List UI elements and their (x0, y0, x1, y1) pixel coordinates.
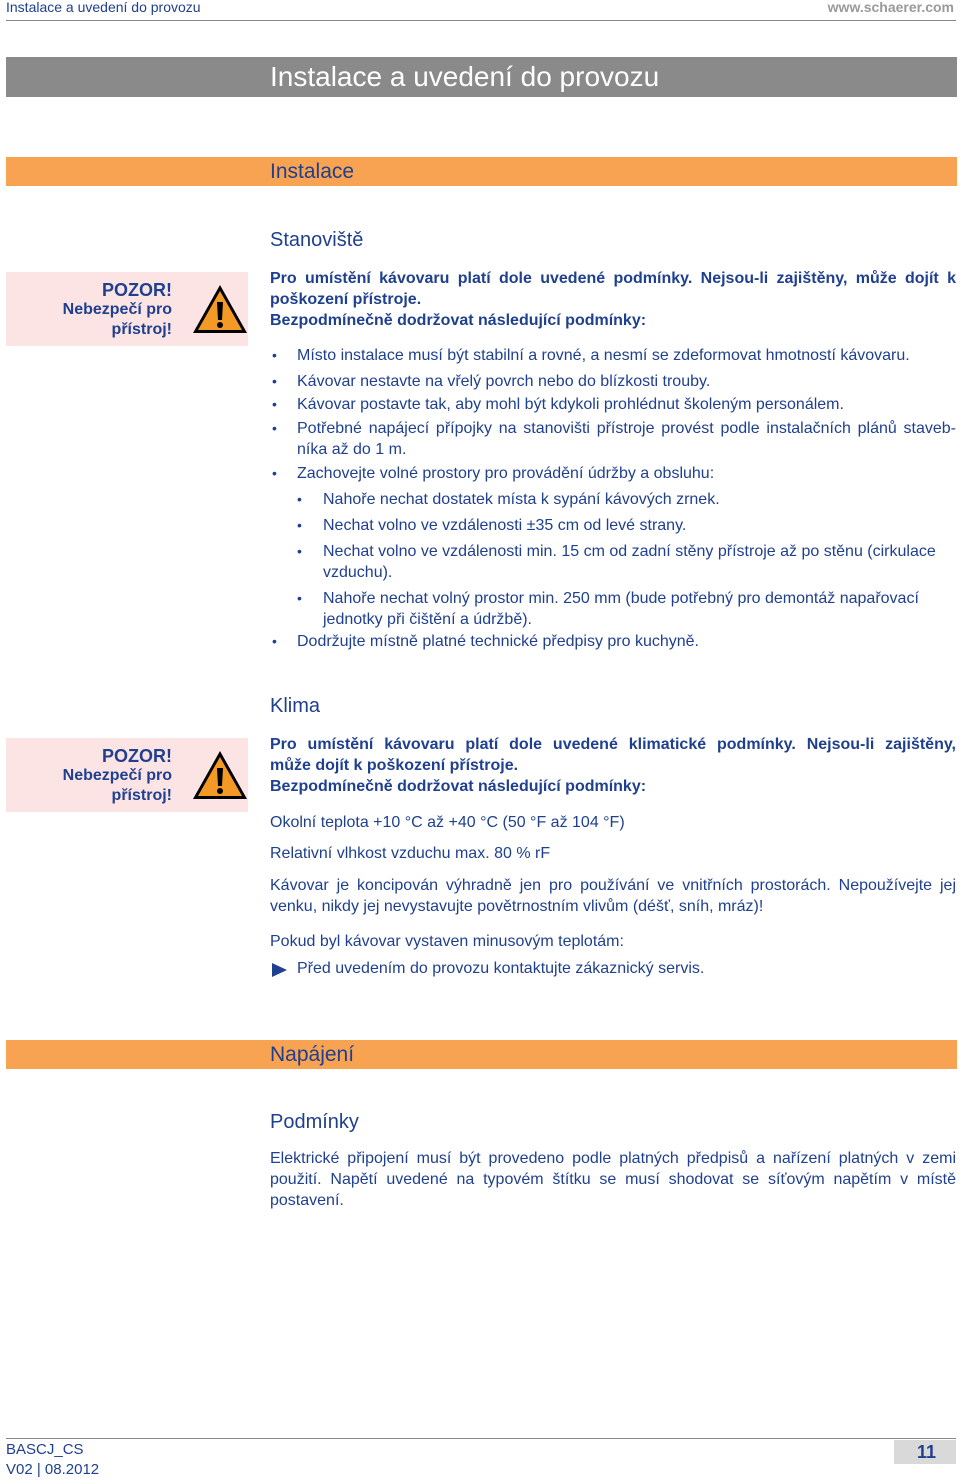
chapter-bar (6, 57, 957, 97)
warning-line-1: Nebezpečí pro (62, 301, 172, 318)
paragraph-line-3: postavení. (270, 1192, 344, 1209)
bullet-icon: • (272, 633, 277, 649)
intro-line-2: může dojít k poškození přístroje. (270, 757, 519, 774)
action-arrow-icon (272, 963, 288, 977)
warning-panel-klima (6, 738, 248, 812)
paragraph-line-1: Elektrické připojení musí být provedeno podle platných předpisů a nařízení platných v zemi (270, 1150, 956, 1167)
sub-bullet-icon: • (297, 543, 302, 559)
document-version: V02 | 08.2012 (6, 1461, 100, 1478)
indoor-line-1: Kávovar je koncipován výhradně jen pro používání ve vnitřních prostorách. Nepoužívejte jej (270, 877, 956, 894)
warning-text (63, 280, 172, 340)
sub-bullet-icon: • (297, 491, 302, 507)
action-step: Před uvedením do provozu kontaktujte zákaznický servis. (297, 960, 705, 977)
warning-title: POZOR! (102, 280, 172, 300)
warning-triangle-icon (190, 748, 250, 802)
intro-line-3: Bezpodmínečně dodržovat následující podmínky: (270, 312, 647, 329)
list-item: Kávovar nestavte na vřelý povrch nebo do blízkosti trouby. (297, 373, 711, 390)
indoor-use-note (270, 875, 956, 917)
footer-document-info (6, 1440, 99, 1480)
indoor-line-2: venku, nikdy jej nevystavujte povětrnostním vlivům (déšť, sníh, mráz)! (270, 898, 764, 915)
intro-line-2: poškození přístroje. (270, 291, 422, 308)
paragraph-line-2: použití. Napětí uvedené na typovém štítku se musí shodovat se síťovým napětím v místě (270, 1171, 956, 1188)
subheading-klima: Klima (270, 695, 321, 717)
bullet-icon: • (272, 396, 277, 412)
podminky-paragraph (270, 1148, 956, 1211)
list-item: Zachovejte volné prostory pro provádění údržby a obsluhu: (297, 465, 715, 482)
warning-panel-stanoviste (6, 272, 248, 346)
sub-bullet-icon: • (297, 590, 302, 606)
bullet-icon: • (272, 465, 277, 481)
bullet-icon: • (272, 373, 277, 389)
document-code: BASCJ_CS (6, 1441, 84, 1458)
bullet-icon: • (272, 420, 277, 436)
sub-list-item-continuation: vzduchu). (323, 564, 393, 581)
warning-line-1: Nebezpečí pro (62, 767, 172, 784)
page-number-box (894, 1440, 956, 1464)
running-header-title: Instalace a uvedení do provozu (6, 0, 201, 15)
page-number: 11 (916, 1442, 936, 1462)
subheading-podminky: Podmínky (270, 1111, 359, 1133)
list-item: Potřebné napájecí přípojky na stanovišti přístroje provést podle instalačních plánů staveb- (297, 420, 956, 437)
section-title-napajeni: Napájení (270, 1043, 355, 1066)
subheading-stanoviste: Stanoviště (270, 229, 364, 251)
sub-list-item-continuation: jednotky při čištění a údržbě). (323, 611, 532, 628)
warning-triangle-icon (190, 282, 250, 336)
website-link[interactable]: www.schaerer.com (827, 0, 954, 15)
section-title-instalace: Instalace (270, 160, 355, 183)
ambient-temperature: Okolní teplota +10 °C až +40 °C (50 °F až 104 °F) (270, 814, 625, 831)
intro-line-1: Pro umístění kávovaru platí dole uvedené klimatické podmínky. Nejsou-li zajištěny, (270, 736, 956, 753)
section-bar-napajeni (6, 1040, 957, 1069)
header-divider (6, 20, 956, 21)
sub-list-item: Nahoře nechat volný prostor min. 250 mm (bude potřebný pro demontáž napařovací (323, 590, 919, 607)
footer-divider (6, 1438, 956, 1439)
intro-line-1: Pro umístění kávovaru platí dole uvedené podmínky. Nejsou-li zajištěny, může dojít k (270, 270, 956, 287)
warning-line-2: přístroj! (111, 321, 172, 338)
minus-temperature-intro: Pokud byl kávovar vystaven minusovým teplotám: (270, 933, 624, 950)
list-item: Místo instalace musí být stabilní a rovné, a nesmí se zdeformovat hmotností kávovaru. (297, 347, 910, 364)
intro-line-3: Bezpodmínečně dodržovat následující podmínky: (270, 778, 647, 795)
list-item: Dodržujte místně platné technické předpisy pro kuchyně. (297, 633, 699, 650)
klima-intro (270, 734, 956, 797)
relative-humidity: Relativní vlhkost vzduchu max. 80 % rF (270, 845, 551, 862)
sub-bullet-icon: • (297, 517, 302, 533)
bullet-icon: • (272, 347, 277, 363)
chapter-title: Instalace a uvedení do provozu (270, 61, 660, 92)
sub-list-item: Nechat volno ve vzdálenosti ±35 cm od levé strany. (323, 517, 687, 534)
warning-title: POZOR! (102, 746, 172, 766)
list-item: Kávovar postavte tak, aby mohl být kdykoli prohlédnut školeným personálem. (297, 396, 844, 413)
sub-list-item: Nechat volno ve vzdálenosti min. 15 cm od zadní stěny přístroje až po stěnu (cirkulace (323, 543, 936, 560)
section-bar-instalace (6, 157, 957, 186)
list-item-continuation: níka až do 1 m. (297, 441, 407, 458)
warning-text (63, 746, 172, 806)
warning-line-2: přístroj! (111, 787, 172, 804)
stanoviste-intro (270, 268, 956, 331)
sub-list-item: Nahoře nechat dostatek místa k sypání kávových zrnek. (323, 491, 720, 508)
